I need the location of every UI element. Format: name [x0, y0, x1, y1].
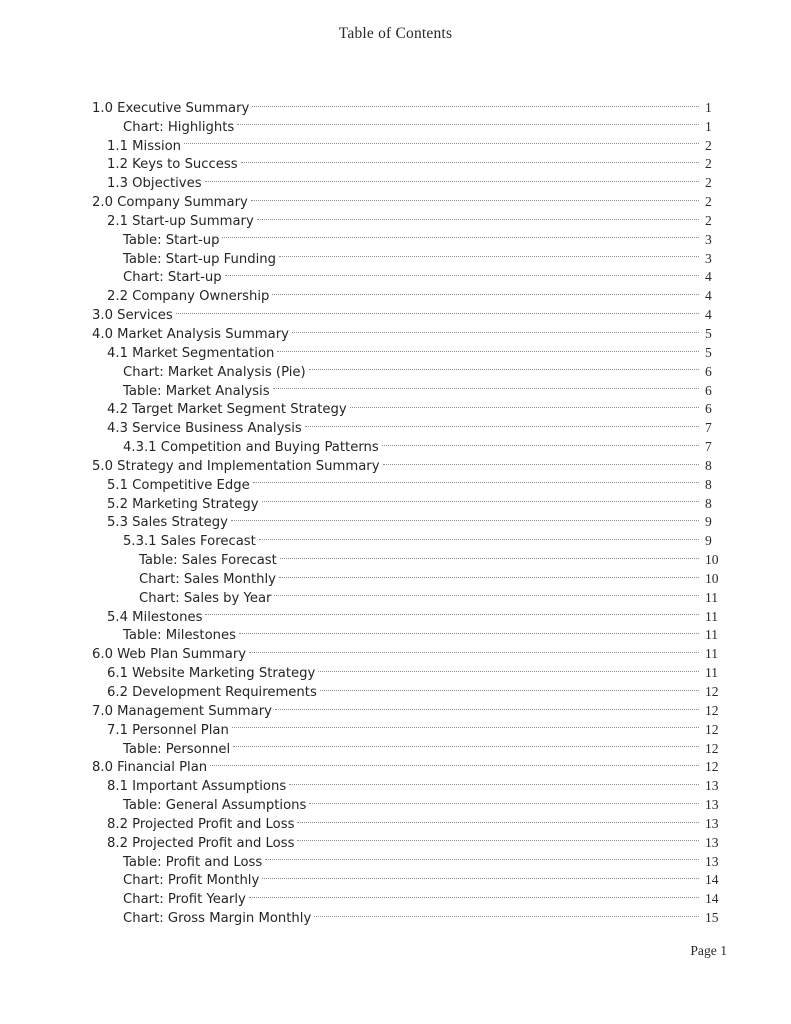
- toc-leader-dots: [272, 281, 699, 300]
- toc-entry-page-number: 13: [705, 853, 719, 869]
- toc-leader-dots: [251, 187, 699, 206]
- toc-entry-label: Table: General Assumptions: [123, 798, 307, 814]
- toc-entry-page-number: 7: [705, 420, 712, 436]
- toc-entry-label: 5.0 Strategy and Implementation Summary: [92, 458, 380, 474]
- toc-leader-dots: [320, 677, 699, 696]
- toc-entry[interactable]: [0, 602, 791, 625]
- toc-entry-label: 4.0 Market Analysis Summary: [92, 326, 289, 342]
- toc-leader-dots: [350, 395, 699, 414]
- toc-entry-page-number: 2: [705, 194, 712, 210]
- toc-entry-label: Table: Sales Forecast: [139, 553, 277, 569]
- toc-entry-label: 8.2 Projected Profit and Loss: [107, 816, 295, 832]
- toc-entry[interactable]: [0, 244, 791, 267]
- toc-entry-page-number: 12: [705, 684, 719, 699]
- toc-entry-page-number: 11: [705, 608, 719, 624]
- toc-entry[interactable]: [0, 545, 791, 569]
- toc-entry-page-number: 11: [705, 589, 719, 605]
- toc-leader-dots: [239, 621, 699, 640]
- toc-entry-page-number: 7: [705, 439, 712, 455]
- toc-leader-dots: [265, 847, 699, 866]
- toc-leader-dots: [297, 809, 699, 828]
- toc-entry-label: Chart: Gross Margin Monthly: [123, 911, 312, 927]
- toc-leader-dots: [309, 357, 699, 376]
- toc-leader-dots: [262, 866, 699, 885]
- toc-entry-label: 5.3.1 Sales Forecast: [123, 534, 256, 550]
- toc-leader-dots: [231, 508, 699, 527]
- toc-entry-label: Chart: Sales Monthly: [139, 571, 276, 587]
- toc-entry-label: 5.3 Sales Strategy: [107, 515, 228, 531]
- toc-entry[interactable]: [0, 753, 791, 776]
- toc-leader-dots: [292, 319, 699, 338]
- toc-entry-page-number: 12: [705, 759, 719, 775]
- toc-leader-dots: [309, 790, 699, 809]
- toc-entry-page-number: 12: [705, 721, 719, 737]
- toc-entry-label: Chart: Highlights: [123, 119, 235, 135]
- toc-leader-dots: [222, 225, 699, 244]
- toc-entry-page-number: 9: [705, 514, 712, 530]
- toc-leader-dots: [382, 432, 699, 451]
- toc-entry-page-number: 2: [705, 212, 712, 228]
- toc-entry-page-number: 12: [705, 702, 719, 718]
- toc-leader-dots: [279, 244, 699, 263]
- toc-entry-label: 1.1 Mission: [107, 138, 182, 154]
- toc-entry-page-number: 2: [705, 137, 712, 153]
- toc-entry-page-number: 11: [705, 665, 719, 681]
- toc-leader-dots: [184, 131, 699, 150]
- toc-leader-dots: [275, 696, 699, 715]
- toc-entry[interactable]: [0, 564, 791, 587]
- toc-leader-dots: [232, 715, 699, 734]
- toc-leader-dots: [305, 413, 699, 432]
- toc-entry-label: 3.0 Services: [92, 308, 173, 324]
- toc-entry-page-number: 9: [705, 533, 712, 549]
- toc-leader-dots: [252, 93, 699, 112]
- toc-leader-dots: [297, 828, 699, 847]
- toc-entry-label: Chart: Market Analysis (Pie): [123, 364, 306, 380]
- toc-entry-label: 2.0 Company Summary: [92, 195, 248, 211]
- toc-leader-dots: [237, 112, 699, 131]
- toc-entry-label: 4.3 Service Business Analysis: [107, 421, 302, 437]
- toc-entry-page-number: 10: [705, 552, 719, 568]
- toc-entry-label: 1.3 Objectives: [107, 176, 202, 192]
- toc-leader-dots: [259, 526, 699, 545]
- toc-entry[interactable]: [0, 866, 791, 889]
- toc-entry-label: Chart: Profit Monthly: [123, 873, 260, 889]
- toc-entry[interactable]: [0, 884, 791, 908]
- table-of-contents: [0, 93, 791, 927]
- toc-entry-label: Chart: Profit Yearly: [123, 892, 246, 908]
- toc-entry-page-number: 6: [705, 382, 712, 398]
- toc-entry-label: 5.2 Marketing Strategy: [107, 496, 259, 512]
- toc-entry[interactable]: [0, 395, 791, 418]
- toc-entry-page-number: 14: [705, 891, 719, 907]
- toc-entry-page-number: 6: [705, 363, 712, 379]
- toc-entry-page-number: 4: [705, 288, 712, 304]
- toc-entry-page-number: 12: [705, 740, 719, 756]
- toc-entry-page-number: 13: [705, 815, 719, 831]
- toc-leader-dots: [233, 734, 699, 753]
- toc-entry-page-number: 4: [705, 307, 712, 323]
- toc-entry-label: 6.1 Website Marketing Strategy: [107, 666, 316, 682]
- toc-entry[interactable]: [0, 281, 791, 305]
- toc-entry-label: 2.1 Start-up Summary: [107, 213, 254, 229]
- page-title: Table of Contents: [338, 25, 453, 42]
- toc-entry-page-number: 4: [705, 269, 712, 285]
- toc-leader-dots: [262, 489, 699, 508]
- toc-entry-page-number: 13: [705, 797, 719, 813]
- toc-leader-dots: [318, 658, 699, 677]
- toc-leader-dots: [241, 150, 699, 169]
- toc-entry-page-number: 14: [705, 872, 719, 888]
- toc-entry[interactable]: [0, 376, 791, 399]
- toc-entry-page-number: 1: [705, 99, 712, 115]
- toc-entry-page-number: 5: [705, 344, 712, 360]
- toc-entry-page-number: 1: [705, 118, 712, 134]
- toc-entry-label: 5.1 Competitive Edge: [107, 477, 250, 493]
- toc-entry[interactable]: [0, 809, 791, 832]
- toc-entry[interactable]: [0, 903, 791, 927]
- toc-leader-dots: [249, 884, 699, 903]
- toc-entry-page-number: 11: [705, 627, 719, 643]
- page-footer: Page 1: [690, 943, 727, 958]
- toc-entry-label: Chart: Sales by Year: [139, 590, 272, 606]
- toc-leader-dots: [314, 903, 699, 922]
- toc-entry-label: Table: Profit and Loss: [123, 854, 263, 870]
- toc-entry[interactable]: [0, 583, 791, 606]
- toc-entry-label: 1.2 Keys to Success: [107, 157, 238, 173]
- toc-leader-dots: [280, 545, 699, 564]
- toc-entry-page-number: 8: [705, 476, 712, 492]
- toc-entry-label: 4.1 Market Segmentation: [107, 345, 275, 361]
- toc-entry-page-number: 3: [705, 231, 712, 247]
- toc-entry[interactable]: [0, 263, 791, 286]
- toc-entry-label: 8.1 Important Assumptions: [107, 779, 287, 795]
- toc-leader-dots: [205, 168, 699, 187]
- toc-leader-dots: [253, 470, 699, 489]
- toc-entry-label: 1.0 Executive Summary: [92, 100, 250, 116]
- toc-entry-page-number: 3: [705, 250, 712, 266]
- toc-entry-page-number: 13: [705, 834, 719, 850]
- toc-entry-label: 6.2 Development Requirements: [107, 685, 317, 700]
- toc-leader-dots: [257, 206, 699, 225]
- toc-entry-label: 5.4 Milestones: [107, 609, 203, 625]
- toc-leader-dots: [274, 583, 699, 602]
- toc-leader-dots: [289, 771, 699, 790]
- toc-entry-label: 2.2 Company Ownership: [107, 289, 270, 305]
- toc-entry-label: 7.1 Personnel Plan: [107, 722, 229, 738]
- toc-entry-label: 4.3.1 Competition and Buying Patterns: [123, 440, 379, 456]
- toc-entry-label: 7.0 Management Summary: [92, 703, 272, 719]
- toc-entry[interactable]: [0, 93, 791, 116]
- toc-entry-page-number: 13: [705, 778, 719, 794]
- toc-leader-dots: [279, 564, 699, 583]
- toc-entry-page-number: 8: [705, 495, 712, 511]
- toc-entry[interactable]: [0, 451, 791, 474]
- toc-entry-label: Table: Start-up: [123, 232, 220, 248]
- toc-entry-page-number: 11: [705, 646, 719, 662]
- toc-entry-label: Table: Market Analysis: [123, 383, 270, 399]
- toc-entry-page-number: 10: [705, 570, 719, 586]
- toc-leader-dots: [273, 376, 699, 395]
- toc-entry[interactable]: [0, 639, 791, 663]
- toc-entry-label: 4.2 Target Market Segment Strategy: [107, 402, 347, 418]
- toc-leader-dots: [210, 753, 699, 772]
- toc-entry-label: Chart: Start-up: [123, 270, 222, 286]
- toc-entry-label: 6.0 Web Plan Summary: [92, 647, 247, 663]
- toc-leader-dots: [277, 338, 699, 357]
- toc-entry-page-number: 2: [705, 156, 712, 172]
- toc-entry-label: Table: Personnel: [123, 741, 231, 757]
- toc-leader-dots: [249, 639, 699, 658]
- toc-entry-page-number: 15: [705, 910, 719, 926]
- toc-leader-dots: [225, 263, 699, 282]
- toc-entry-label: Table: Milestones: [123, 628, 237, 644]
- toc-entry-page-number: 5: [705, 325, 712, 341]
- toc-leader-dots: [383, 451, 700, 470]
- toc-entry-page-number: 8: [705, 457, 712, 473]
- toc-entry-label: 8.0 Financial Plan: [92, 760, 208, 776]
- toc-leader-dots: [205, 602, 699, 621]
- toc-entry[interactable]: [0, 131, 791, 154]
- toc-leader-dots: [176, 300, 699, 319]
- toc-entry-page-number: 2: [705, 175, 712, 191]
- toc-entry-page-number: 6: [705, 401, 712, 417]
- toc-entry-label: 8.2 Projected Profit and Loss: [107, 835, 295, 851]
- toc-entry-label: Table: Start-up Funding: [123, 251, 276, 267]
